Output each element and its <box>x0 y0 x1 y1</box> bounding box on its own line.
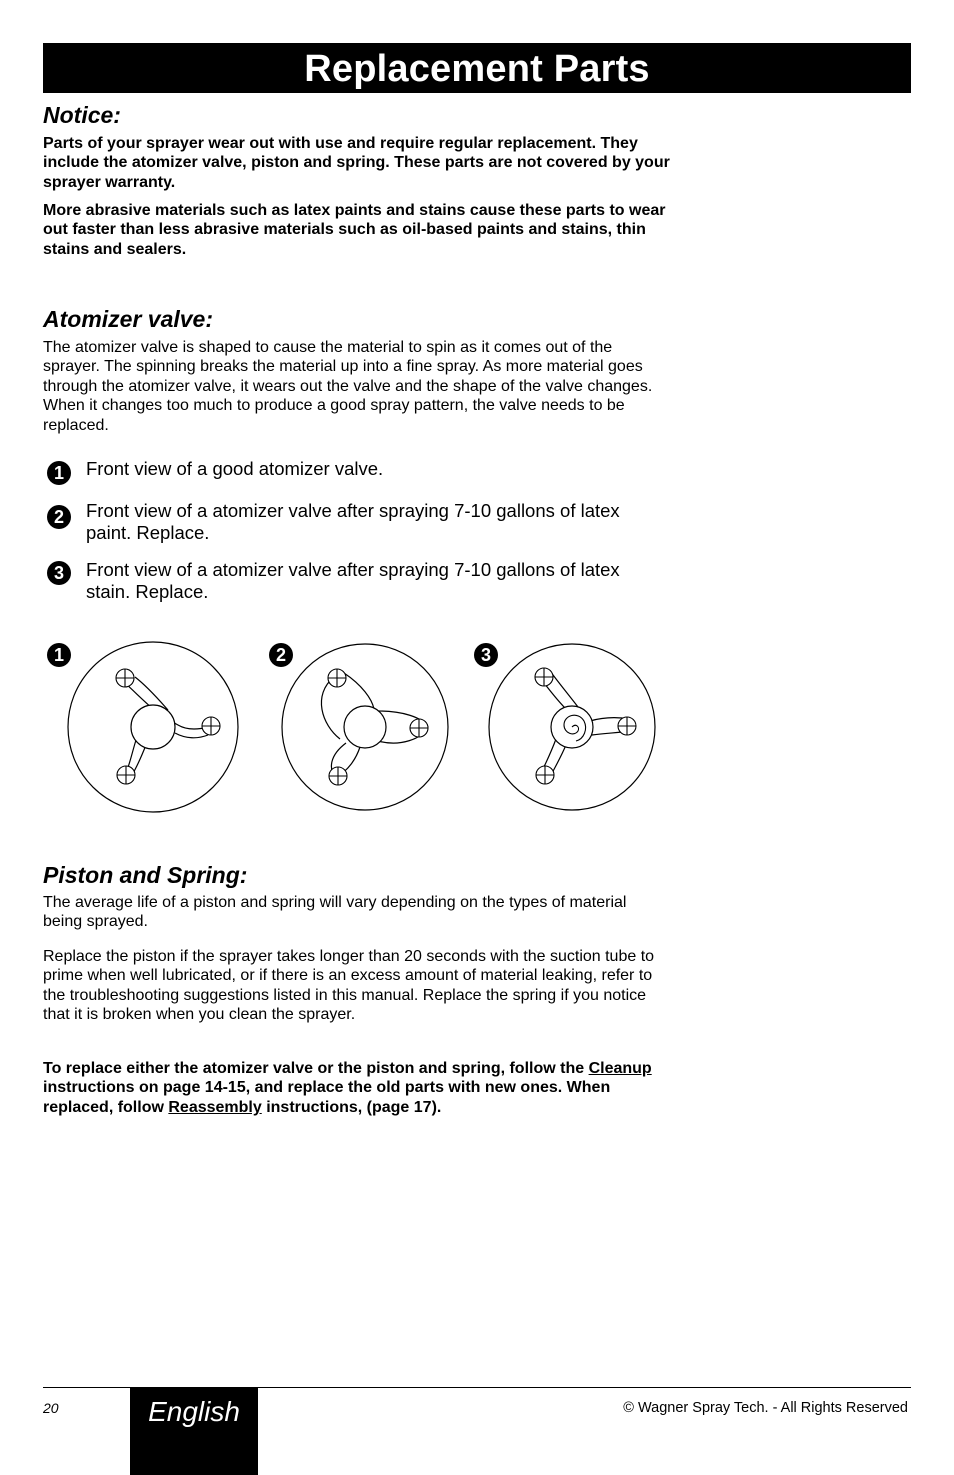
diagram-label: 1 <box>47 643 71 667</box>
page-number: 20 <box>43 1400 59 1416</box>
good-atomizer-valve-diagram <box>60 635 245 820</box>
diagram-label: 3 <box>474 643 498 667</box>
item-number-badge: 2 <box>47 505 71 529</box>
reassembly-link: Reassembly <box>168 1098 262 1116</box>
worn-latex-stain-valve-diagram <box>480 635 665 820</box>
language-tab: English <box>130 1388 258 1475</box>
item-number-badge: 3 <box>47 561 71 585</box>
atomizer-item-1: Front view of a good atomizer valve. <box>86 458 384 479</box>
atomizer-heading: Atomizer valve: <box>43 306 214 332</box>
text-segment: To replace either the atomizer valve or the piston and spring, follow the <box>43 1060 589 1077</box>
atomizer-item-2: Front view of a atomizer valve after spraying 7-10 gallons of latex paint. Replace. <box>86 500 620 543</box>
cleanup-link: Cleanup <box>588 1060 652 1077</box>
copyright: © Wagner Spray Tech. - All Rights Reserved <box>623 1400 908 1416</box>
notice-paragraph-1: Parts of your sprayer wear out with use and require regular replacement. They include the atomizer valve, piston and spring. These parts are not covered by your sprayer warranty. <box>43 135 670 191</box>
text-segment: instructions, (page 17). <box>261 1098 442 1116</box>
atomizer-body: The atomizer valve is shaped to cause the material to spin as it comes out of the sprayer. The spinning breaks the material up into a fine spray. As more material goes through the atomizer valve, it wears out the valve and the shape of the valve changes. When it changes too much to produce a good spray pattern, the valve needs to be replaced. <box>43 339 653 434</box>
piston-paragraph-1: The average life of a piston and spring will vary depending on the types of material being sprayed. <box>43 894 627 931</box>
text-segment: instructions on page 14-15, and replace the old parts with new ones. When replaced, follow <box>43 1079 611 1116</box>
piston-heading: Piston and Spring: <box>43 862 248 888</box>
atomizer-item-3: Front view of a atomizer valve after spraying 7-10 gallons of latex stain. Replace. <box>86 559 620 602</box>
piston-paragraph-3 <box>43 1059 668 1117</box>
notice-paragraph-2: More abrasive materials such as latex paints and stains cause these parts to wear out faster than less abrasive materials such as oil-based paints and stains, thin stains and sealers. <box>43 202 666 258</box>
piston-paragraph-2: Replace the piston if the sprayer takes longer than 20 seconds with the suction tube to prime when well lubricated, or if there is an excess amount of material leaking, refer to the troubleshooting suggestions listed in this manual. Replace the spring if you notice that it is broken when you clean the sprayer. <box>43 948 655 1024</box>
worn-latex-paint-valve-diagram <box>272 635 457 820</box>
page-title: Replacement Parts <box>43 43 911 93</box>
item-number-badge: 1 <box>47 461 71 485</box>
diagram-label: 2 <box>269 643 293 667</box>
notice-heading: Notice: <box>43 102 121 128</box>
